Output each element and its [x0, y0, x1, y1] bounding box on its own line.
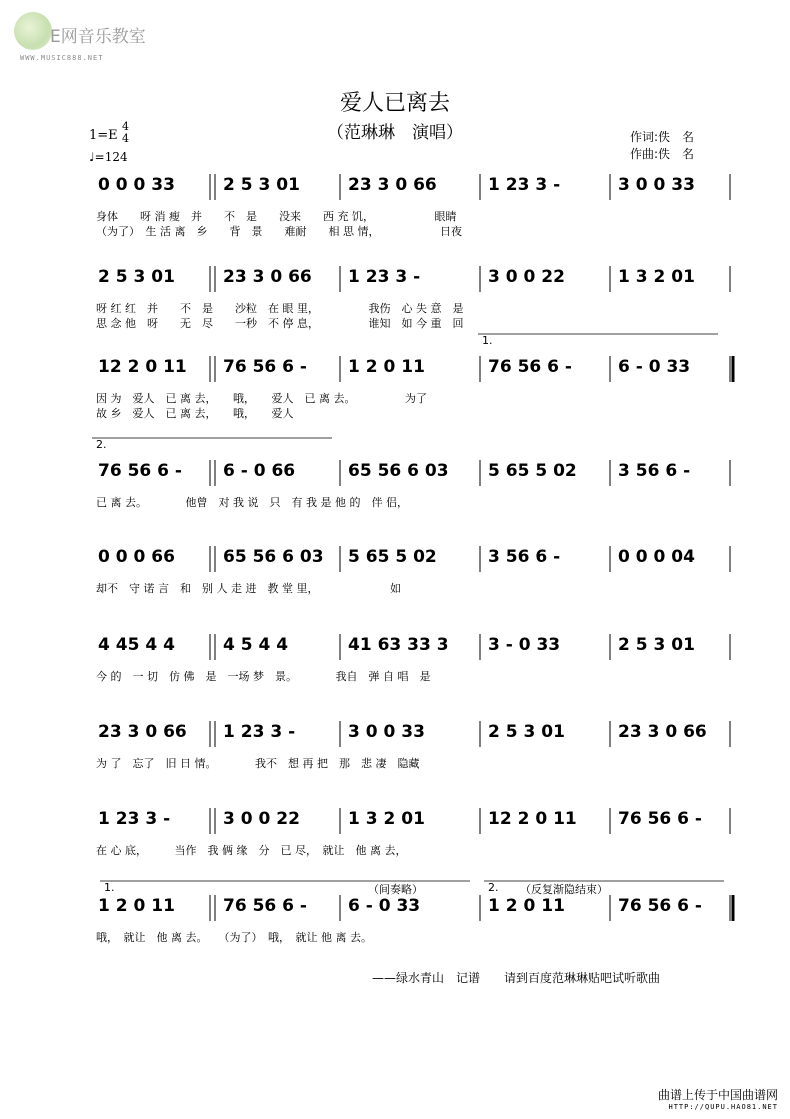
measure-notes: 23 3 0 66 — [223, 267, 312, 287]
measure-notes: 6 - 0 66 — [223, 461, 296, 481]
measure-notes: 0 0 0 33 — [98, 175, 175, 195]
measure-notes: 0 0 0 66 — [98, 547, 175, 567]
measure-notes: 1 2 0 11 — [348, 357, 425, 377]
measure-notes: 3 56 6 - — [488, 547, 561, 567]
measure-notes: 2 5 3 01 — [618, 635, 695, 655]
lyrics-line-1: 因 为 爱人 已 离 去， 哦， 爱人 已 离 去。 为了 — [96, 392, 427, 405]
tempo-value: =124 — [94, 150, 128, 164]
volta-number: 2. — [488, 881, 499, 894]
volta-number: 1. — [104, 881, 115, 894]
measure-notes: 1 23 3 - — [223, 722, 296, 742]
lyrics-line-1: 呀 红 红 并 不 是 沙粒 在 眼 里， 我伤 心 失 意 是 — [96, 302, 464, 315]
lyrics-line-1: 却不 守 诺 言 和 别 人 走 进 教 堂 里， 如 — [96, 582, 401, 595]
key-signature: 1=E — [89, 128, 118, 143]
transcriber-credit: ——绿水青山 记谱 请到百度范琳琳贴吧试听歌曲 — [372, 971, 661, 985]
measure-notes: 41 63 33 3 — [348, 635, 449, 655]
measure-notes: 65 56 6 03 — [223, 547, 324, 567]
measure-notes: 76 56 6 - — [98, 461, 182, 481]
lyrics-line-1: 为 了 忘了 旧 日 情。 我不 想 再 把 那 悲 凄 隐藏 — [96, 757, 420, 770]
measure-notes: 6 - 0 33 — [348, 896, 421, 916]
measure-notes: 3 - 0 33 — [488, 635, 561, 655]
upload-site: 曲谱上传于中国曲谱网 — [657, 1088, 778, 1102]
measure-notes: 1 2 0 11 — [488, 896, 565, 916]
measure-notes: 1 3 2 01 — [618, 267, 695, 287]
measure-notes: 3 0 0 33 — [618, 175, 695, 195]
measure-notes: 3 0 0 22 — [488, 267, 565, 287]
measure-notes: 1 23 3 - — [488, 175, 561, 195]
measure-notes: 76 56 6 - — [488, 357, 572, 377]
measure-notes: 12 2 0 11 — [488, 809, 577, 829]
measure-notes: 65 56 6 03 — [348, 461, 449, 481]
logo-url: WWW.MUSIC888.NET — [20, 54, 104, 62]
measure-notes: 5 65 5 02 — [488, 461, 577, 481]
measure-notes: 3 0 0 33 — [348, 722, 425, 742]
song-title: 爱人已离去 — [339, 91, 450, 116]
meter-bottom: 4 — [122, 132, 129, 145]
measure-notes: 4 5 4 4 — [223, 635, 289, 655]
lyrics-line-1: 今 的 一 切 仿 佛 是 一场 梦 景。 我自 弹 自 唱 是 — [96, 670, 431, 683]
composer-credit: 作曲:佚 名 — [630, 147, 695, 161]
volta-number: 1. — [482, 334, 493, 347]
singer-line: （范琳琳 演唱） — [327, 123, 463, 143]
measure-notes: 2 5 3 01 — [98, 267, 175, 287]
meter-top: 4 — [122, 120, 129, 133]
ending-note: （反复渐隐结束） — [520, 883, 608, 896]
measure-notes: 2 5 3 01 — [488, 722, 565, 742]
measure-notes: 2 5 3 01 — [223, 175, 300, 195]
measure-notes: 76 56 6 - — [618, 896, 702, 916]
logo-name: E网音乐教室 — [50, 27, 146, 47]
measure-notes: 3 0 0 22 — [223, 809, 300, 829]
measure-notes: 0 0 0 04 — [618, 547, 695, 567]
lyrics-line-1: 哦， 就让 他 离 去。 （为了） 哦， 就让 他 离 去。 — [96, 931, 372, 944]
measure-notes: 23 3 0 66 — [618, 722, 707, 742]
measure-notes: 5 65 5 02 — [348, 547, 437, 567]
lyrics-line-1: 身体 呀 消 瘦 并 不 是 没来 西 充 饥， 眼睛 — [96, 210, 457, 223]
measure-notes: 12 2 0 11 — [98, 357, 187, 377]
measure-notes: 76 56 6 - — [223, 896, 307, 916]
quarter-note-icon: ♩ — [89, 150, 95, 164]
measure-notes: 23 3 0 66 — [348, 175, 437, 195]
upload-site-url: HTTP://QUPU.HAO81.NET — [668, 1103, 778, 1111]
measure-notes: 1 2 0 11 — [98, 896, 175, 916]
lyricist-credit: 作词:佚 名 — [630, 130, 695, 144]
measure-notes: 23 3 0 66 — [98, 722, 187, 742]
measure-notes: 1 23 3 - — [98, 809, 171, 829]
measure-notes: 76 56 6 - — [618, 809, 702, 829]
measure-notes: 6 - 0 33 — [618, 357, 691, 377]
measure-notes: 1 3 2 01 — [348, 809, 425, 829]
measure-notes: 4 45 4 4 — [98, 635, 175, 655]
lyrics-line-1: 已 离 去。 他曾 对 我 说 只 有 我 是 他 的 伴 侣， — [96, 496, 408, 509]
measure-notes: 3 56 6 - — [618, 461, 691, 481]
lyrics-line-1: 在 心 底， 当作 我 俩 缘 分 已 尽， 就让 他 离 去， — [96, 844, 407, 857]
measure-notes: 76 56 6 - — [223, 357, 307, 377]
measure-notes: 1 23 3 - — [348, 267, 421, 287]
interlude-note: （间奏略） — [368, 883, 423, 896]
lyrics-line-2: （为了） 生 活 离 乡 背 景 难耐 相 思 情， 日夜 — [96, 225, 462, 238]
lyrics-line-2: 思 念 他 呀 无 尽 一秒 不 停 息， 谁知 如 今 重 回 — [96, 317, 464, 330]
lyrics-line-2: 故 乡 爱人 已 离 去， 哦， 爱人 — [96, 407, 294, 420]
volta-number: 2. — [96, 438, 107, 451]
